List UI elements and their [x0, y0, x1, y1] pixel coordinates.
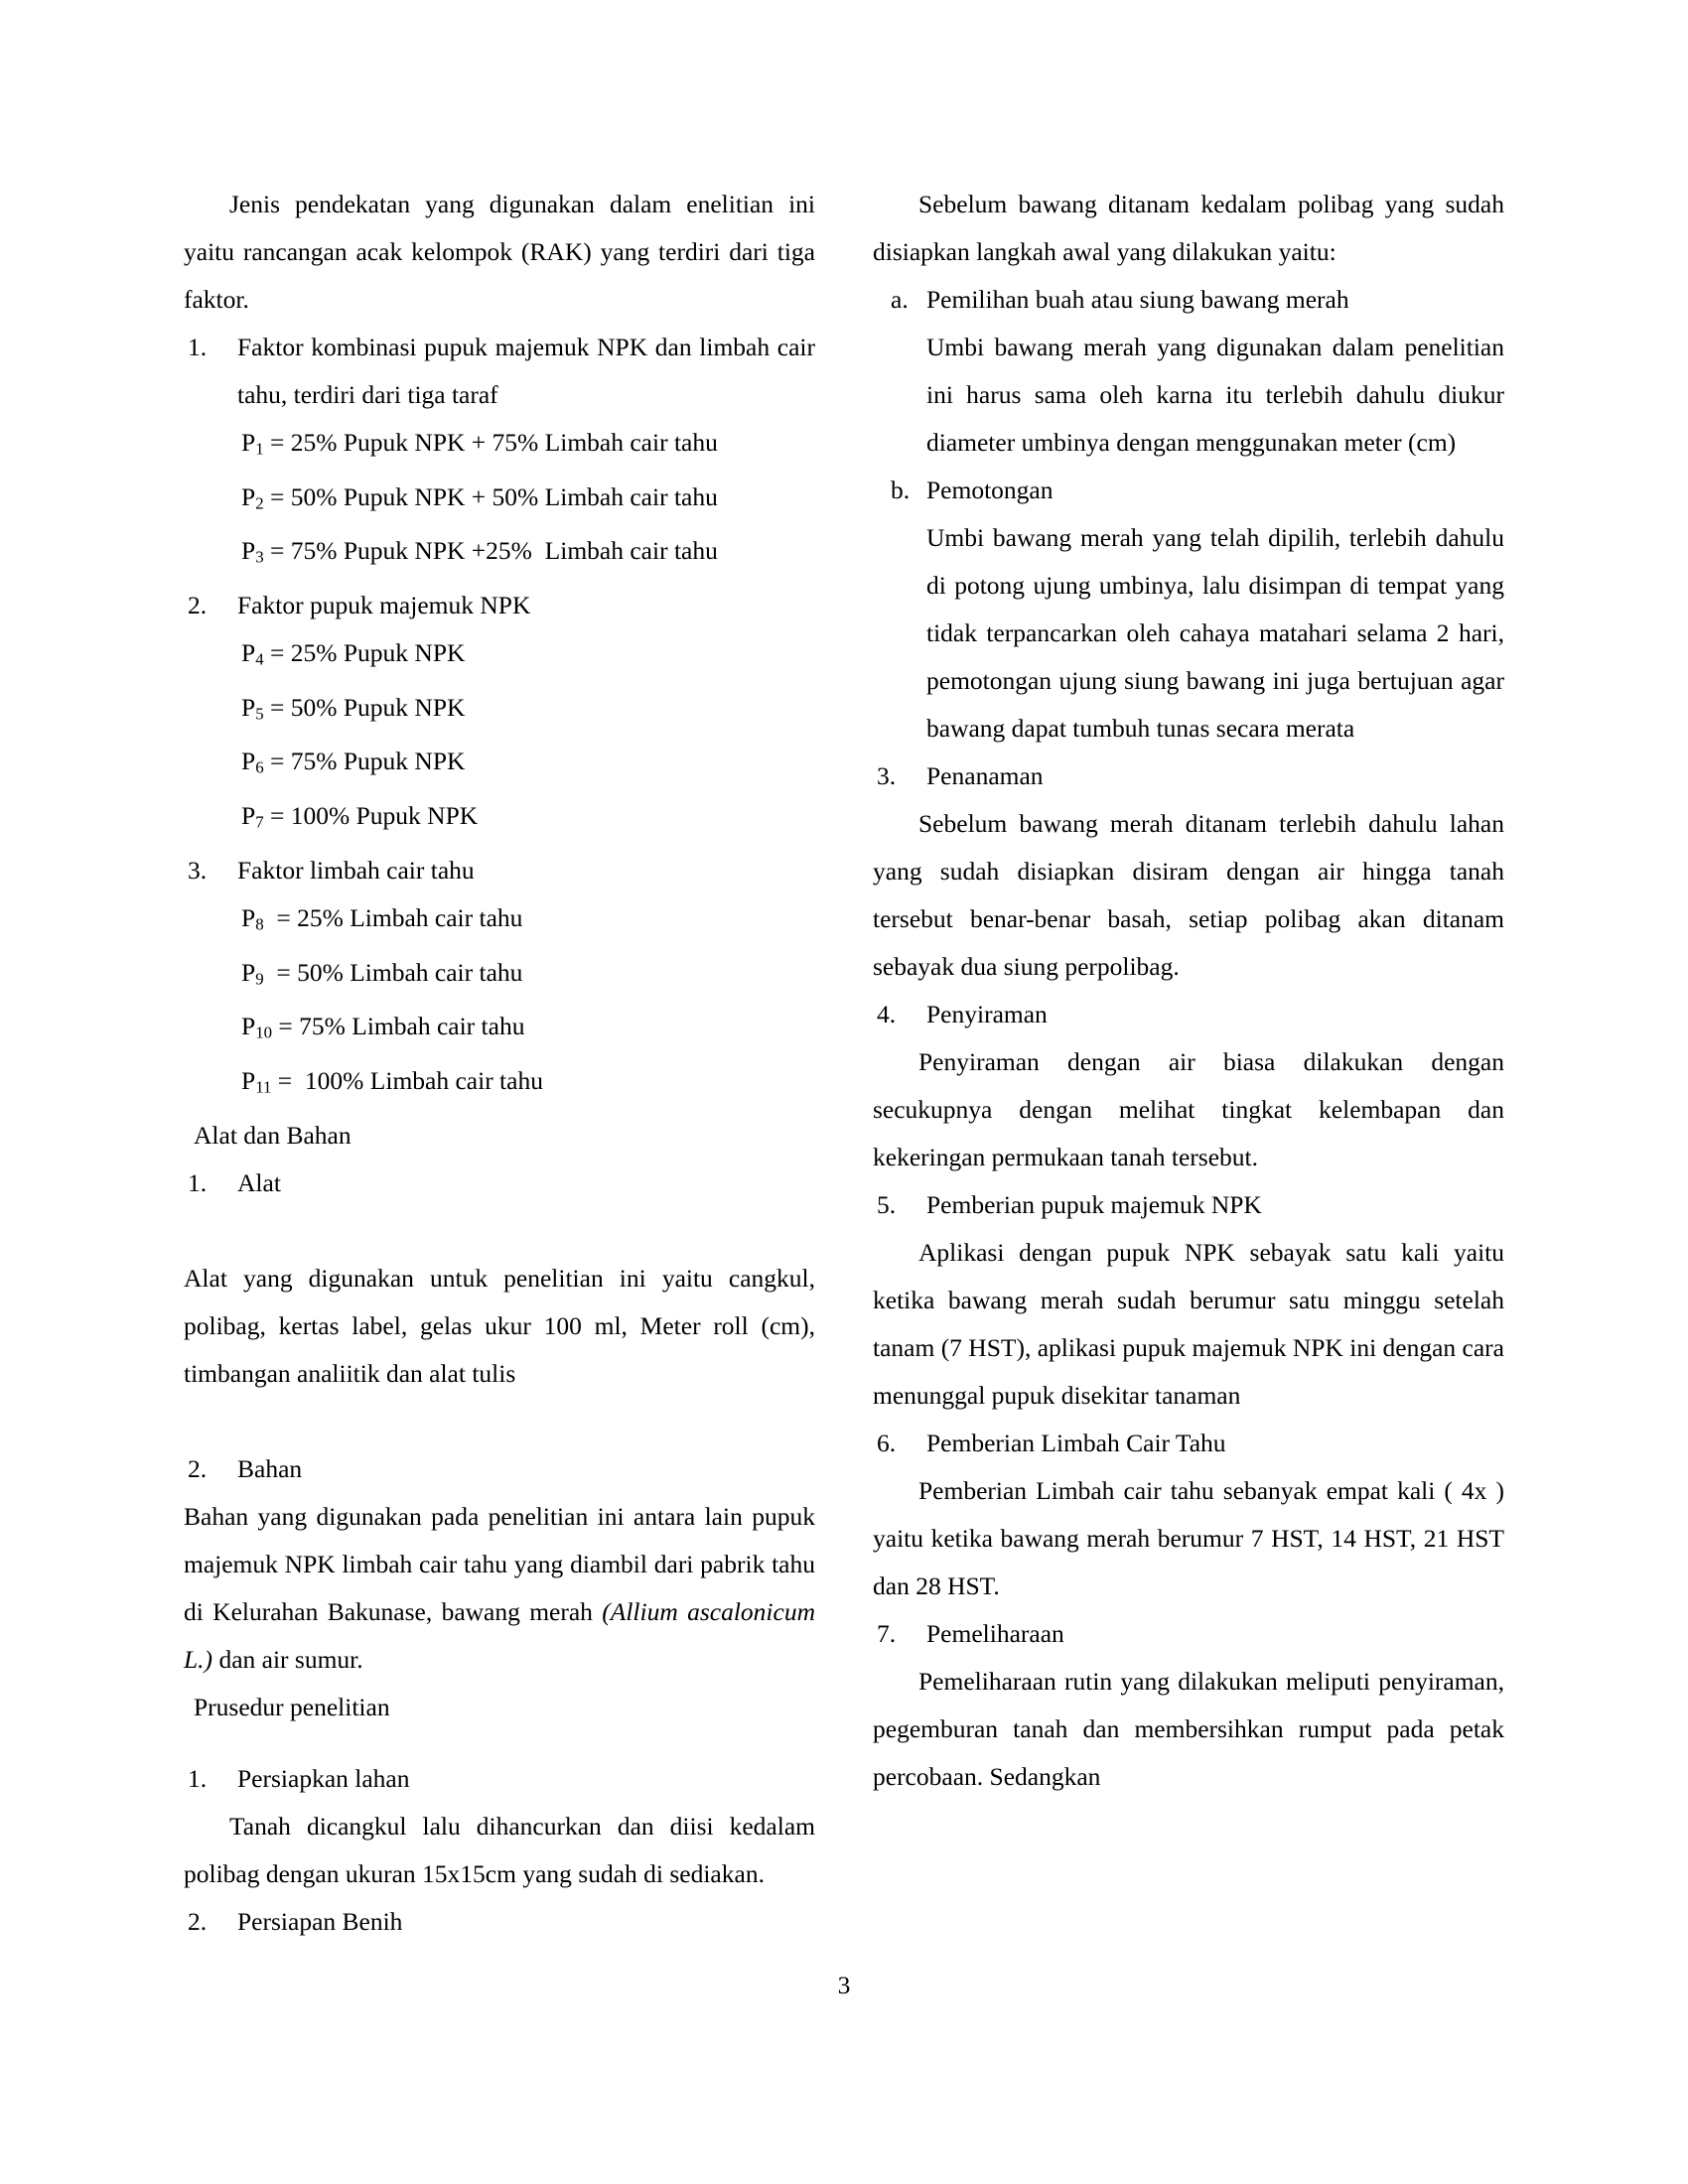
list-item-penyiraman [873, 991, 1504, 1038]
treatment-subscript: 9 [255, 969, 264, 989]
treatment-subscript: 1 [255, 439, 264, 459]
list-item-pemilihan-buah [873, 276, 1504, 324]
list-item-pemotongan [873, 467, 1504, 514]
list-item-text: Penanaman [926, 761, 1044, 790]
treatment-p5: $P_5 = 50\%$ Pupuk NPK [241, 692, 466, 724]
persiapkan-lahan-body: Tanah dicangkul lalu dihancurkan dan diisi kedalam polibag dengan ukuran 15x15cm yang sudah di sediakan. [184, 1811, 815, 1888]
list-marker: b. [891, 476, 911, 504]
treatment-value: = 50% Pupuk NPK + 50% Limbah cair tahu [263, 481, 718, 511]
treatment-value: = 100% Limbah cair tahu [271, 1065, 543, 1095]
treatment-p1: $P_1 = 25\%$ Pupuk NPK + 75% Limbah cair tahu [241, 428, 718, 459]
list-item-alat [184, 1160, 815, 1207]
list-marker: 3. [188, 855, 208, 885]
species-name-italic: (Allium ascalonicum L.) [184, 1596, 815, 1674]
treatment-subscript: 5 [255, 704, 264, 724]
list-item-body-text: Umbi bawang merah yang telah dipilih, terlebih dahulu di potong ujung umbinya, lalu disimpan di tempat yang tidak terpancarkan oleh cahaya matahari selama 2 hari, pemotongan ujung siung bawang ini juga bertujuan agar bawang dapat tumbuh tunas secara merata [926, 523, 1504, 743]
list-marker: 7. [877, 1619, 897, 1648]
two-column-body [184, 181, 1504, 1946]
treatment-subscript: 7 [255, 812, 264, 832]
treatment-p8: $P_8 = 25\%$ Limbah cair tahu [241, 902, 523, 934]
treatment-subscript: 2 [255, 493, 264, 513]
heading-alat-dan-bahan: Alat dan Bahan [194, 1120, 352, 1150]
bahan-paragraph [184, 1493, 815, 1684]
list-item-text: Persiapan Benih [237, 1906, 403, 1936]
treatment-value: = 50% Pupuk NPK [263, 692, 466, 722]
list-item-persiapkan-lahan [184, 1755, 815, 1803]
pemeliharaan-body: Pemeliharaan rutin yang dilakukan meliputi penyiraman, pegemburan tanah dan membersihkan rumput pada petak percobaan. Sedangkan [873, 1667, 1504, 1791]
list-item-persiapan-benih [184, 1898, 815, 1946]
penyiraman-body: Penyiraman dengan air biasa dilakukan dengan secukupnya dengan melihat tingkat kelembapan dan kekeringan permukaan tanah tersebut. [873, 1047, 1504, 1171]
list-marker: 6. [877, 1429, 897, 1457]
list-marker: 1. [188, 1763, 208, 1793]
treatment-value: = 25% Limbah cair tahu [263, 902, 523, 932]
right-intro-paragraph: Sebelum bawang ditanam kedalam polibag yang sudah disiapkan langkah awal yang dilakukan yaitu: [873, 190, 1504, 266]
alat-paragraph: Alat yang digunakan untuk penelitian ini yaitu cangkul, polibag, kertas label, gelas ukur 100 ml, Meter roll (cm), timbangan analiitik dan alat tulis [184, 1263, 815, 1388]
spacer [184, 1207, 815, 1255]
list-item-penanaman [873, 752, 1504, 800]
treatment-value: = 75% Limbah cair tahu [272, 1012, 525, 1041]
list-item-pemilihan-buah-body [873, 324, 1504, 467]
treatment-value: = 25% Pupuk NPK [263, 638, 466, 668]
list-item-pemotongan-body [873, 514, 1504, 752]
pemberian-pupuk-npk-body: Aplikasi dengan pupuk NPK sebayak satu kali yaitu ketika bawang merah sudah berumur satu minggu setelah tanam (7 HST), aplikasi pupuk majemuk NPK ini dengan cara menunggal pupuk disekitar tanaman [873, 1238, 1504, 1410]
treatment-p3: $P_3 = 75\%$ Pupuk NPK +25% Limbah cair tahu [241, 536, 718, 568]
heading-prosedur-penelitian: Prusedur penelitian [194, 1692, 390, 1721]
treatment-value: = 100% Pupuk NPK [263, 801, 479, 831]
list-item-text: Faktor kombinasi pupuk majemuk NPK dan limbah cair tahu, terdiri dari tiga taraf [237, 333, 815, 409]
list-item-text: Pemberian Limbah Cair Tahu [926, 1429, 1226, 1457]
treatment-p11: $P_{11} = 100\%$ Limbah cair tahu [241, 1065, 543, 1097]
treatment-subscript: 3 [255, 548, 264, 568]
list-item-text: Bahan [237, 1453, 303, 1483]
list-item-text: Pemberian pupuk majemuk NPK [926, 1190, 1262, 1219]
treatment-value: = 25% Pupuk NPK + 75% Limbah cair tahu [263, 428, 718, 457]
treatment-subscript: 11 [255, 1077, 272, 1097]
penanaman-body: Sebelum bawang merah ditanam terlebih dahulu lahan yang sudah disiapkan disiram dengan air hingga tanah tersebut benar-benar basah, setiap polibag akan ditanam sebayak dua siung perpolibag. [873, 809, 1504, 981]
list-item-body-text: Umbi bawang merah yang digunakan dalam penelitian ini harus sama oleh karna itu terlebih dahulu diukur diameter umbinya dengan menggunakan meter (cm) [926, 333, 1504, 457]
spacer [184, 1398, 815, 1445]
list-marker: 2. [188, 591, 208, 620]
list-item-text: Pemeliharaan [926, 1619, 1064, 1648]
treatment-subscript: 10 [255, 1023, 273, 1042]
list-marker: a. [891, 285, 909, 314]
treatment-p2: $P_2 = 50\%$ Pupuk NPK + 50% Limbah cair tahu [241, 481, 718, 513]
list-item-text: Penyiraman [926, 1000, 1048, 1028]
treatment-value: = 50% Limbah cair tahu [263, 957, 523, 987]
spacer [184, 1731, 815, 1755]
left-intro-paragraph: Jenis pendekatan yang digunakan dalam enelitian ini yaitu rancangan acak kelompok (RAK) yang terdiri dari tiga faktor. [184, 190, 815, 314]
list-item-text: Pemotongan [926, 476, 1054, 504]
list-item-bahan [184, 1445, 815, 1493]
list-marker: 1. [188, 333, 208, 361]
treatment-subscript: 8 [255, 914, 264, 934]
treatment-p9: $P_9 = 50\%$ Limbah cair tahu [241, 957, 523, 989]
treatment-p6: $P_6 = 75\%$ Pupuk NPK [241, 747, 466, 778]
treatment-subscript: 6 [255, 758, 264, 778]
left-column [184, 181, 815, 1946]
pemberian-limbah-cair-tahu-body: Pemberian Limbah cair tahu sebanyak empat kali ( 4x ) yaitu ketika bawang merah berumur 7 HST, 14 HST, 21 HST dan 28 HST. [873, 1476, 1504, 1600]
treatment-value: = 75% Pupuk NPK +25% Limbah cair tahu [263, 536, 718, 566]
list-item-text: Faktor limbah cair tahu [237, 855, 475, 885]
list-item-text: Faktor pupuk majemuk NPK [237, 591, 531, 620]
bahan-text-part2: dan air sumur. [212, 1644, 363, 1674]
treatment-p4: $P_4 = 25\%$ Pupuk NPK [241, 638, 466, 669]
list-item-text: Alat [237, 1167, 281, 1197]
list-item-pemberian-pupuk-npk [873, 1181, 1504, 1229]
treatment-subscript: 4 [255, 649, 264, 669]
list-item-factor-3 [184, 847, 815, 894]
list-marker: 1. [188, 1167, 208, 1197]
treatment-p10: $P_{10} = 75\%$ Limbah cair tahu [241, 1012, 525, 1042]
bahan-text-part1: Bahan yang digunakan pada penelitian ini antara lain pupuk majemuk NPK limbah cair tahu yang diambil dari pabrik tahu di Kelurahan Bakunase, bawang merah [184, 1501, 815, 1626]
treatment-p7: $P_7 = 100\%$ Pupuk NPK [241, 801, 479, 832]
list-marker: 5. [877, 1190, 897, 1219]
list-marker: 3. [877, 761, 897, 790]
list-marker: 2. [188, 1906, 208, 1936]
right-column [873, 181, 1504, 1946]
list-item-factor-2 [184, 582, 815, 629]
list-marker: 2. [188, 1453, 208, 1483]
list-item-pemberian-limbah-cair-tahu [873, 1420, 1504, 1467]
list-item-pemeliharaan [873, 1610, 1504, 1658]
page-number: 3 [837, 1971, 851, 1999]
treatment-value: = 75% Pupuk NPK [263, 747, 466, 776]
list-item-text: Persiapkan lahan [237, 1763, 410, 1793]
list-marker: 4. [877, 1000, 897, 1028]
list-item-factor-1 [184, 324, 815, 419]
list-item-text: Pemilihan buah atau siung bawang merah [926, 285, 1349, 314]
